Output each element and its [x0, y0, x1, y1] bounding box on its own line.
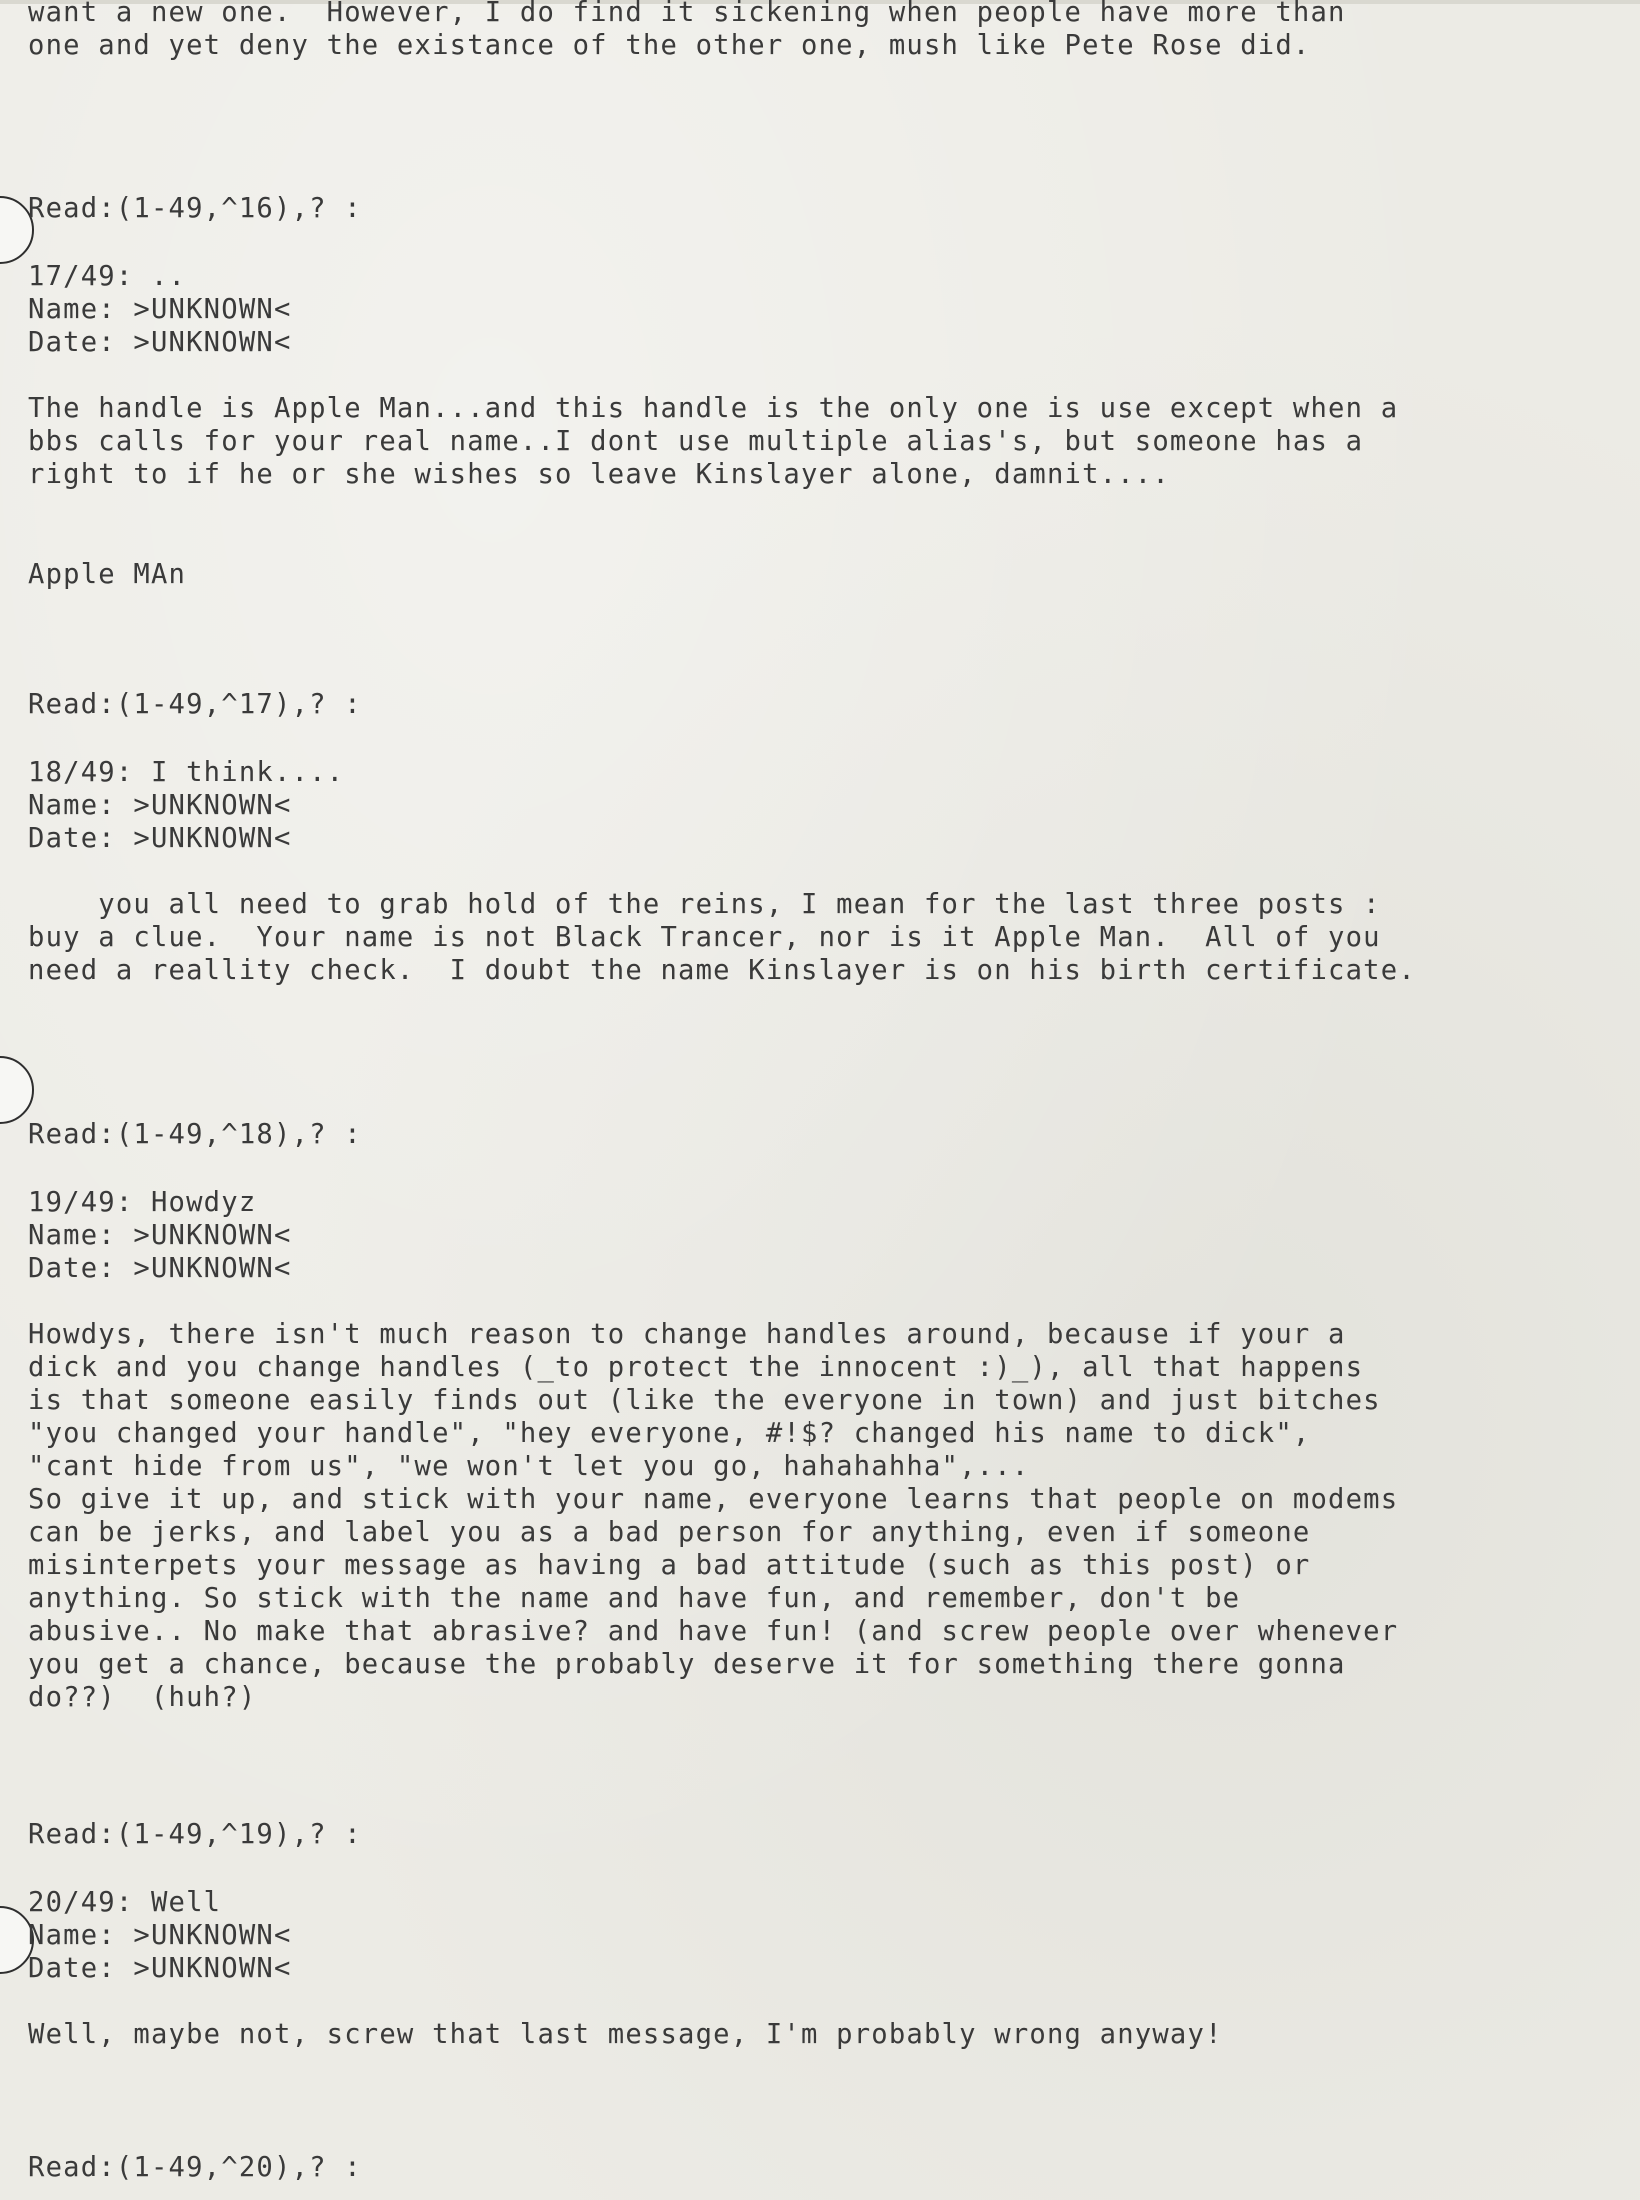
printout-line: Name: >UNKNOWN<	[28, 294, 292, 325]
printout-line: anything. So stick with the name and have fun, and remember, don't be	[28, 1583, 1241, 1614]
printout-line: Date: >UNKNOWN<	[28, 823, 292, 854]
printout-line: you get a chance, because the probably deserve it for something there gonna	[28, 1649, 1346, 1680]
printout-line: do??) (huh?)	[28, 1682, 257, 1713]
printout-line: misinterpets your message as having a bad attitude (such as this post) or	[28, 1550, 1311, 1581]
printout-line: So give it up, and stick with your name, everyone learns that people on modems	[28, 1484, 1399, 1515]
printout-line: Read:(1-49,^16),? :	[28, 193, 362, 224]
printout-line: one and yet deny the existance of the other one, mush like Pete Rose did.	[28, 30, 1311, 61]
printout-line: you all need to grab hold of the reins, I mean for the last three posts :	[28, 889, 1381, 920]
printout-line: Apple MAn	[28, 559, 187, 590]
printout-line: 20/49: Well	[28, 1887, 222, 1918]
printout-line: Read:(1-49,^17),? :	[28, 689, 362, 720]
printout-line: Name: >UNKNOWN<	[28, 790, 292, 821]
printout-line: abusive.. No make that abrasive? and have fun! (and screw people over whenever	[28, 1616, 1399, 1647]
printout-line: 19/49: Howdyz	[28, 1187, 257, 1218]
printout-line: Read:(1-49,^18),? :	[28, 1119, 362, 1150]
printout-line: can be jerks, and label you as a bad person for anything, even if someone	[28, 1517, 1311, 1548]
printout-line: Date: >UNKNOWN<	[28, 1953, 292, 1984]
printout-line: Name: >UNKNOWN<	[28, 1920, 292, 1951]
printout-line: is that someone easily finds out (like the everyone in town) and just bitches	[28, 1385, 1381, 1416]
printout-line: buy a clue. Your name is not Black Trancer, nor is it Apple Man. All of you	[28, 922, 1381, 953]
printout-line: Howdys, there isn't much reason to change handles around, because if your a	[28, 1319, 1346, 1350]
printout-line: Date: >UNKNOWN<	[28, 327, 292, 358]
printout-line: dick and you change handles (_to protect the innocent :)_), all that happens	[28, 1352, 1364, 1383]
printout-line: The handle is Apple Man...and this handle is the only one is use except when a	[28, 393, 1399, 424]
printout-line: Well, maybe not, screw that last message, I'm probably wrong anyway!	[28, 2019, 1223, 2050]
printout-line: 17/49: ..	[28, 261, 187, 292]
printout-line: Read:(1-49,^20),? :	[28, 2152, 362, 2183]
printout-line: Date: >UNKNOWN<	[28, 1253, 292, 1284]
printout-line: want a new one. However, I do find it sickening when people have more than	[28, 0, 1346, 28]
printout-line: need a reallity check. I doubt the name Kinslayer is on his birth certificate.	[28, 955, 1416, 986]
printout-line: "you changed your handle", "hey everyone, #!$? changed his name to dick",	[28, 1418, 1311, 1449]
punch-hole	[0, 1056, 34, 1124]
printout-line: Name: >UNKNOWN<	[28, 1220, 292, 1251]
printout-line: "cant hide from us", "we won't let you go, hahahahha",...	[28, 1451, 1030, 1482]
printout-line: 18/49: I think....	[28, 757, 345, 788]
printout-line: right to if he or she wishes so leave Kinslayer alone, damnit....	[28, 459, 1170, 490]
printout-line: bbs calls for your real name..I dont use multiple alias's, but someone has a	[28, 426, 1364, 457]
printout-line: Read:(1-49,^19),? :	[28, 1819, 362, 1850]
